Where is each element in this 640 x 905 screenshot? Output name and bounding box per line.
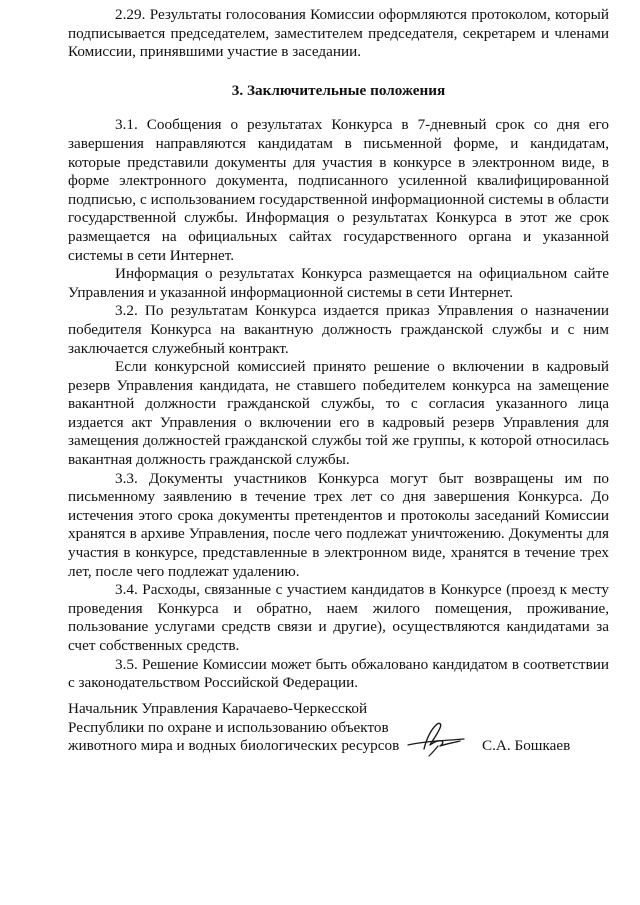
signature-row bbox=[68, 737, 609, 756]
section-heading: 3. Заключительные положения bbox=[231, 81, 446, 99]
signatory-title-line-1: Начальник Управления Карачаево-Черкесской bbox=[68, 700, 368, 717]
paragraph-3-2: 3.2. По результатам Конкурса издается приказ Управления о назначении победителя Конкурса на вакантную должность гражданской службы и с ним заключается служебный контракт. bbox=[68, 302, 609, 357]
paragraph-3-4: 3.4. Расходы, связанные с участием кандидатов в Конкурсе (проезд к месту проведения Конкурса и обратно, наем жилого помещения, проживание, пользование услугами средств связи и другие), осуществляются кандидатами за счет собственных средств. bbox=[68, 581, 609, 654]
paragraph-3-5: 3.5. Решение Комиссии может быть обжаловано кандидатом в соответствии с законодательством Российской Федерации. bbox=[68, 655, 609, 692]
handwritten-signature-icon bbox=[402, 715, 472, 759]
paragraph-reserve: Если конкурсной комиссией принято решение о включении в кадровый резерв Управления кандидата, не ставшего победителем конкурса на замещение вакантной должности гражданской службы, то с согласия указанного лица издается акт Управления о включении его в кадровый резерв Управления для замещения должностей гражданской службы той же группы, к которой относилась вакантная должность гражданской службы. bbox=[68, 358, 609, 469]
signatory-title-line-2: Республики по охране и использованию объектов bbox=[68, 718, 389, 736]
paragraph-2-29: 2.29. Результаты голосования Комиссии оформляются протоколом, который подписывается председателем, заместителем председателя, секретарем и членами Комиссии, принявшими участие в заседании. bbox=[68, 6, 609, 61]
paragraph-3-3: 3.3. Документы участников Конкурса могут быт возвращены им по письменному заявлению в течение трех лет со дня завершения Конкурса. До истечения этого срока документы претендентов и протоколы заседаний Комиссии хранятся в архиве Управления, после чего подлежат уничтожению. Документы для участия в конкурсе, представленные в электронном виде, хранятся в течение трех лет, после чего подлежат удалению. bbox=[68, 469, 609, 580]
signatory-name: С.А. Бошкаев bbox=[482, 737, 571, 755]
paragraph-3-1: 3.1. Сообщения о результатах Конкурса в 7-дневный срок со дня его завершения направляются кандидатам в письменной форме, и кандидатам, которые представили документы для участия в конкурсе в электронном виде, в форме электронного документа, подписанного усиленной квалифицированной подписью, с использованием государственной информационной системы в области государственной службы. Информация о результатах Конкурса в этот же срок размещается на официальных сайтах государственного органа и указанной системы в сети Интернет. bbox=[68, 116, 609, 264]
document-body bbox=[68, 6, 609, 693]
signatory-title-line-3: животного мира и водных биологических ресурсов bbox=[68, 737, 400, 755]
signature-block bbox=[68, 700, 609, 756]
paragraph-info: Информация о результатах Конкурса размещается на официальном сайте Управления и указанной информационной системы в сети Интернет. bbox=[68, 265, 609, 301]
